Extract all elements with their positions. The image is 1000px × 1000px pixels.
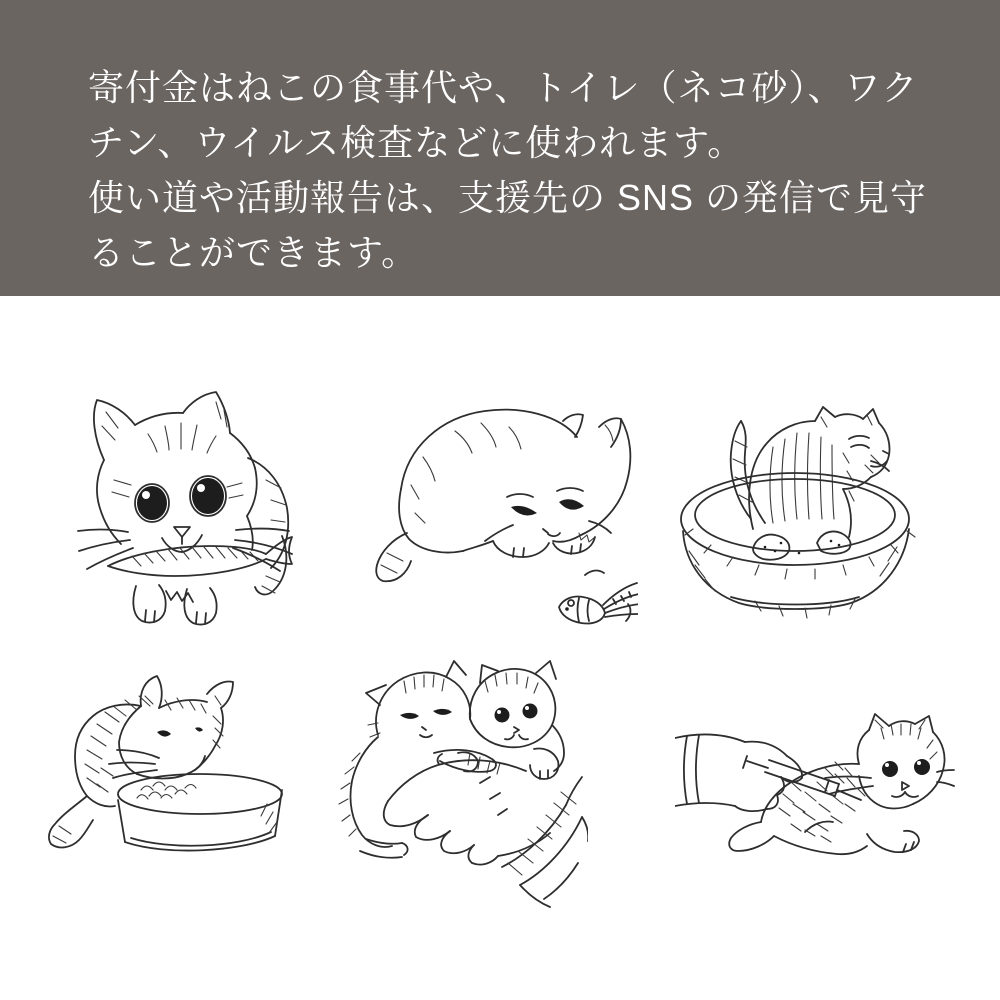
toy-feather-tail — [603, 583, 638, 617]
toy-mouse — [559, 596, 605, 623]
hand-and-arm — [675, 735, 802, 812]
cat-face — [485, 488, 611, 541]
cat-body-outline — [399, 410, 630, 553]
kitten-vaccination-illustration — [675, 712, 955, 877]
cat-in-litter-basin-illustration — [675, 401, 920, 631]
banner-line-4: ることができます。 — [88, 232, 419, 273]
banner-line-1: 寄付金はねこの食事代や、トイレ（ネコ砂）、ワク — [88, 67, 919, 108]
kittens-held-in-hands-illustration — [330, 653, 588, 908]
cat-head — [94, 392, 257, 544]
cat-back — [75, 704, 141, 806]
cat-tail — [49, 796, 93, 847]
kitten-fur-hatching — [779, 720, 937, 842]
cat-eyes — [135, 476, 226, 522]
cat-body-and-tail — [247, 458, 288, 594]
kittens-in-hands-svg — [330, 653, 588, 908]
cat-paws — [133, 585, 216, 625]
cat-eyes — [157, 727, 203, 736]
kitten-left-head — [366, 661, 470, 737]
cat-stalking-toy-mouse-illustration — [363, 393, 638, 643]
banner-line-2: チン、ウイルス検査などに使われます。 — [88, 122, 745, 163]
litter-clumps — [753, 531, 851, 559]
cat-tail — [731, 421, 765, 523]
kitten-vaccination-svg — [675, 712, 955, 877]
cat-eating-svg — [45, 672, 307, 872]
cat-front-paws — [493, 537, 595, 557]
motion-marks — [585, 571, 630, 621]
food-bowl — [118, 774, 282, 851]
donation-info-banner — [0, 0, 1000, 296]
cat-fur-hatching — [53, 696, 223, 843]
kitten-fur-hatching — [339, 673, 538, 836]
cat-in-basin-svg — [675, 401, 920, 631]
cat-tail — [376, 533, 411, 581]
cat-whiskers — [109, 750, 159, 778]
cat-face — [849, 436, 889, 471]
cat-fur-hatching — [381, 423, 613, 573]
bowl-hatching — [261, 804, 277, 833]
cat-stalking-toy-svg — [363, 393, 638, 643]
banner-text — [88, 60, 927, 280]
kitten-right-head — [470, 661, 556, 747]
cat-carrying-fish-illustration — [70, 388, 298, 630]
cat-carrying-fish-svg — [70, 388, 298, 630]
cat-food — [137, 782, 196, 799]
banner-line-3: 使い道や活動報告は、支援先の SNS の発信で見守 — [88, 177, 928, 218]
sweater-sleeve — [502, 777, 588, 907]
cat-eating-from-bowl-illustration — [45, 672, 307, 872]
